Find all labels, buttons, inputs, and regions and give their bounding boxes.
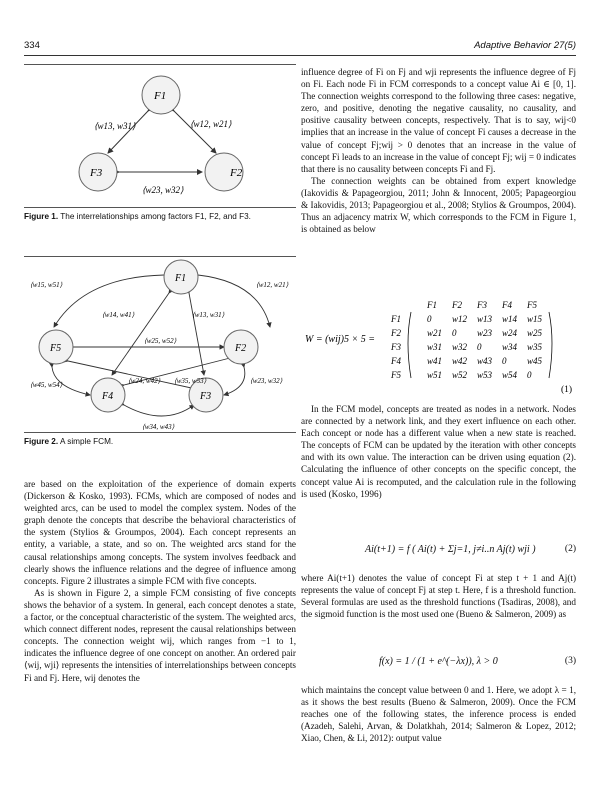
node-label: F2 bbox=[235, 343, 247, 354]
paragraph: influence degree of Fi on Fj and wji represents the influence degree of Fj on Fi. Each node Fi in FCM corresponds to a concept value Ai ∈ [0, 1]. The connection weights correspond to the following three cases: negative, zero, and positive, denoting the negative causality, no causality, and positive causality between concepts, respectively. That is to say, wij<0 implies that an increase in the value of concept Fi causes a decrease in the value of concept Fj;wij > 0 denotes that an increase in the value of concept Fi leads to an increase in the value of concept Fj; wij = 0 indicates that there is no causality between concepts Fi and Fj. bbox=[301, 67, 576, 174]
matrix-diagram bbox=[301, 300, 576, 395]
edge-label: ⟨w35, w53⟩ bbox=[174, 377, 207, 385]
matrix-row-header: F5 bbox=[391, 370, 401, 380]
matrix-col-header: F5 bbox=[527, 300, 537, 310]
matrix-cell: w23 bbox=[477, 328, 493, 338]
matrix-cell: w52 bbox=[452, 370, 468, 380]
node-label: F3 bbox=[90, 167, 103, 179]
node-label: F2 bbox=[230, 167, 243, 179]
node-label: F1 bbox=[175, 273, 187, 284]
matrix-cell: w54 bbox=[502, 370, 518, 380]
edge-label: ⟨w23, w32⟩ bbox=[250, 377, 283, 385]
matrix-cell: w35 bbox=[527, 342, 543, 352]
matrix-cell: w51 bbox=[427, 370, 443, 380]
edge-label: ⟨w13, w31⟩ bbox=[94, 121, 136, 131]
matrix-cell: w32 bbox=[452, 342, 468, 352]
matrix-cell: 0 bbox=[477, 342, 482, 352]
paragraph: In the FCM model, concepts are treated as nodes in a network. Nodes are connected by a network link, and they exert influence on each other. Each concept or node has a different value when a new state is reached. The concepts of FCM can be updated by the iteration with other concepts and with its own value. The interaction can be driven using equation (2). Calculating the influence of other concepts on the specific concept, the concept value Ai is recomputed, and the calculation rule in the following is used (Kosko, 1996) bbox=[301, 404, 576, 499]
paragraph: are based on the exploitation of the experience of domain experts (Dickerson & Kosko, 1993). FCMs, which are composed of nodes and weighted arcs, can be used to model the complex system. Nodes of the graph denote the concepts that describe the behavioral characteristics of the system (Stylios & Groumpos, 2004). Each concept represents an entity, a variable, a state, and so on. The weighted arcs stand for the causal relationships among concepts. The system involves feedback and clearly shows the influence relations and the degree of influence among concepts. Figure 2 illustrates a simple FCM with five concepts. bbox=[24, 479, 296, 586]
left-column-text bbox=[24, 478, 296, 684]
edge-label: ⟨w15, w51⟩ bbox=[30, 281, 63, 289]
caption-label: Figure 1. bbox=[24, 212, 59, 221]
matrix-cell: w53 bbox=[477, 370, 493, 380]
matrix-lhs: W = (wij)5 × 5 = bbox=[305, 334, 375, 345]
matrix-cell: w34 bbox=[502, 342, 518, 352]
matrix-col-header: F1 bbox=[427, 300, 437, 310]
matrix-cell: w43 bbox=[477, 356, 493, 366]
matrix-cell: w31 bbox=[427, 342, 443, 352]
node-label: F5 bbox=[50, 343, 62, 354]
right-column-top bbox=[301, 66, 576, 235]
matrix-cell: w12 bbox=[452, 314, 468, 324]
equation-3-body: f(x) = 1 / (1 + e^(−λx)), λ > 0 bbox=[379, 656, 498, 667]
matrix-cell: 0 bbox=[527, 370, 532, 380]
edge-label: ⟨w45, w54⟩ bbox=[30, 381, 63, 389]
edge-label: ⟨w23, w32⟩ bbox=[142, 185, 184, 195]
edge-f1-f3 bbox=[189, 293, 204, 375]
equation-number: (1) bbox=[561, 385, 573, 395]
right-paren bbox=[549, 312, 552, 378]
caption-text: A simple FCM. bbox=[59, 437, 114, 446]
figure-2-diagram bbox=[24, 257, 296, 432]
edge-label: ⟨w13, w31⟩ bbox=[192, 311, 225, 319]
node-label: F1 bbox=[154, 90, 167, 102]
paragraph: The connection weights can be obtained from expert knowledge (Iakovidis & Papageorgiou, 2011; John & Innocent, 2005; Papageorgiou & Iakovidis, 2013; Papageorgiou et al., 2008; Stylios & Groumpos, 2004). Thus an adjacency matrix W, which corresponds to the FCM in Figure 1, is obtained as below bbox=[301, 175, 576, 235]
edge-f1-f4 bbox=[112, 293, 169, 375]
matrix-col-header: F3 bbox=[477, 300, 487, 310]
matrix-cell: w41 bbox=[427, 356, 443, 366]
edge-f3-f4 bbox=[124, 405, 194, 416]
paragraph: which maintains the concept value between 0 and 1. Here, we adopt λ = 1, as it shows the best results (Bueno & Salmeron, 2009). Once the FCM reaches one of the following states, the inference process is ended (Azadeh, Salehi, Arvan, & Dolatkhah, 2014; Salmeron & Lopez, 2012; Xiao, Chen, & Li, 2012): output value bbox=[301, 685, 576, 744]
edge-f1-f2 bbox=[174, 111, 216, 153]
edge-label: ⟨w14, w41⟩ bbox=[102, 311, 135, 319]
matrix-cell: w13 bbox=[477, 314, 493, 324]
figure-2-caption bbox=[24, 437, 296, 446]
matrix-row-header: F1 bbox=[391, 314, 401, 324]
adjacency-matrix bbox=[301, 300, 576, 395]
node-label: F4 bbox=[102, 391, 114, 402]
matrix-cell: w45 bbox=[527, 356, 543, 366]
right-column-end bbox=[301, 684, 576, 744]
edge-label: ⟨w24, w42⟩ bbox=[128, 377, 161, 385]
node-label: F3 bbox=[200, 391, 212, 402]
journal-title: Adaptive Behavior 27(5) bbox=[474, 40, 576, 51]
left-paren bbox=[408, 312, 411, 378]
equation-number: (3) bbox=[564, 656, 576, 666]
matrix-cell: w21 bbox=[427, 328, 443, 338]
matrix-cell: w14 bbox=[502, 314, 518, 324]
matrix-row-header: F2 bbox=[391, 328, 401, 338]
equation-2-body: Ai(t+1) = f ( Ai(t) + Σj=1, j≠i..n Aj(t) wji ) bbox=[365, 544, 536, 555]
figure-1-diagram bbox=[24, 65, 296, 207]
edge-label: ⟨w12, w21⟩ bbox=[256, 281, 289, 289]
equation-number: (2) bbox=[564, 544, 576, 554]
edge-label: ⟨w34, w43⟩ bbox=[142, 423, 175, 431]
paragraph: where Ai(t+1) denotes the value of concept Fi at step t + 1 and Aj(t) represents the value of concept Fj at step t. Here, f is a threshold function. Several formulas are used as the threshold functions (Tsadiras, 2008), and the sigmoid function is the most used one (Bueno & Salmeron, 2009) as bbox=[301, 573, 576, 620]
matrix-cell: w15 bbox=[527, 314, 543, 324]
matrix-cell: 0 bbox=[502, 356, 507, 366]
header-rule bbox=[24, 55, 576, 56]
right-column-after-eq2 bbox=[301, 572, 576, 620]
figure-2 bbox=[24, 256, 296, 433]
figure-1-caption bbox=[24, 212, 296, 221]
equation-3 bbox=[301, 648, 576, 676]
caption-text: The interrelationships among factors F1, F2, and F3. bbox=[60, 212, 251, 221]
matrix-row-header: F3 bbox=[391, 342, 401, 352]
edge-label: ⟨w12, w21⟩ bbox=[190, 119, 232, 129]
matrix-cell: w24 bbox=[502, 328, 518, 338]
matrix-row-header: F4 bbox=[391, 356, 401, 366]
edge-f2-f3 bbox=[224, 367, 245, 395]
page-number: 334 bbox=[24, 40, 40, 51]
matrix-cell: w25 bbox=[527, 328, 543, 338]
paragraph: As is shown in Figure 2, a simple FCM consisting of five concepts shows the behavior of a system. In general, each concept denotes a state, a factor, or the conceptual characteristic of the system. The weighted arcs, which connect different nodes, represent the causal relationships between concepts. The connection weight wij, which ranges from −1 to 1, indicates the influence degree of one concept on another. An ordered pair ⟨wij, wji⟩ represents the intensities of interrelationships between concepts Fi and Fj. Here, wij denotes the bbox=[24, 587, 296, 683]
edge-f1-f3 bbox=[108, 111, 148, 153]
figure-1 bbox=[24, 64, 296, 208]
page-header bbox=[24, 40, 576, 56]
matrix-col-header: F4 bbox=[502, 300, 512, 310]
edge-f1-f5 bbox=[54, 275, 164, 327]
edge-label: ⟨w25, w52⟩ bbox=[144, 337, 177, 345]
caption-label: Figure 2. bbox=[24, 437, 59, 446]
matrix-col-header: F2 bbox=[452, 300, 462, 310]
right-column-mid bbox=[301, 403, 576, 500]
equation-2 bbox=[301, 534, 576, 570]
matrix-cell: 0 bbox=[427, 314, 432, 324]
matrix-cell: 0 bbox=[452, 328, 457, 338]
matrix-cell: w42 bbox=[452, 356, 468, 366]
